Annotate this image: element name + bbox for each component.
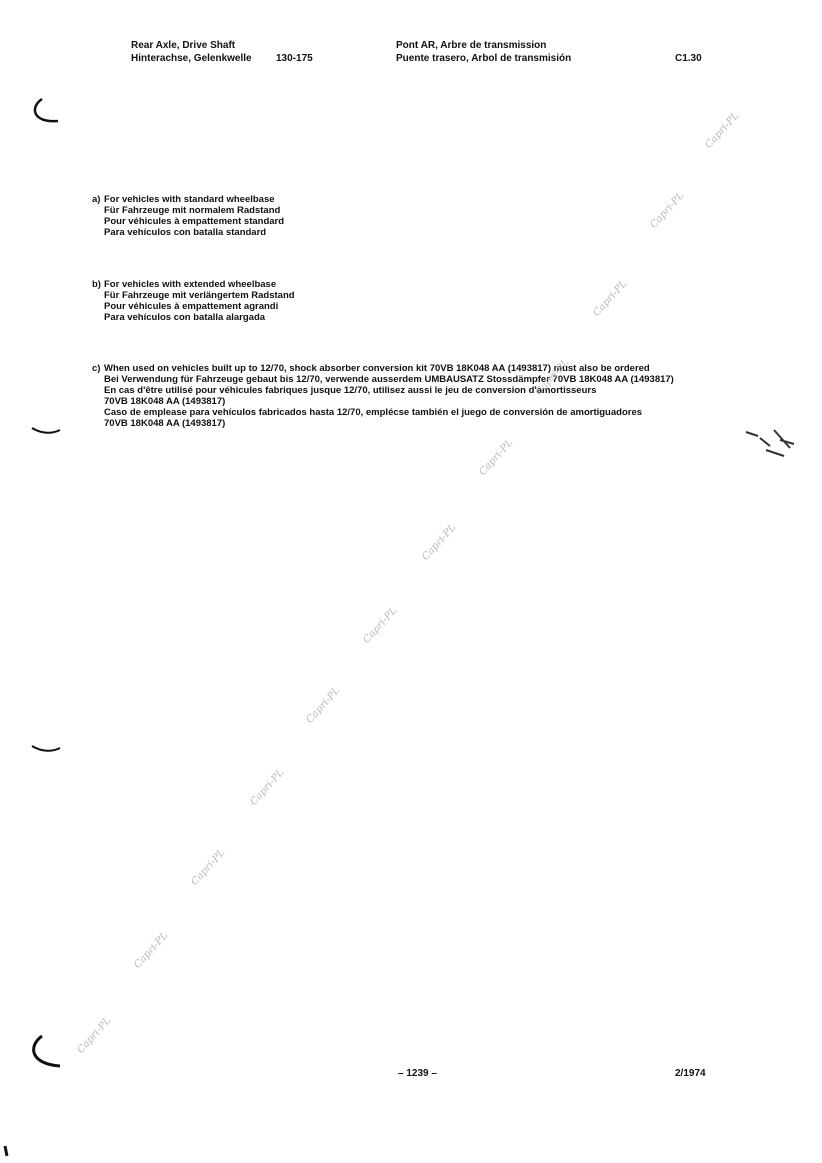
note-line: For vehicles with extended wheelbase xyxy=(104,279,277,290)
header-part-code: 130-175 xyxy=(276,53,313,64)
watermark: Capri-PL xyxy=(477,437,516,478)
scan-speckle xyxy=(2,1144,12,1158)
note-label: a) xyxy=(92,194,101,205)
note-label: b) xyxy=(92,279,101,290)
watermark: Capri-PL xyxy=(591,278,630,319)
note-a xyxy=(92,194,284,238)
watermark: Capri-PL xyxy=(132,930,171,971)
header-title-es: Puente trasero, Arbol de transmisión xyxy=(396,53,572,64)
scan-speckle xyxy=(740,420,800,470)
watermark: Capri-PL xyxy=(189,847,228,888)
page-number: – 1239 – xyxy=(398,1068,437,1079)
note-line: Para vehículos con batalla standard xyxy=(104,227,267,238)
note-line: When used on vehicles built up to 12/70, shock absorber conversion kit 70VB 18K048 AA (1493817) must also be ordered xyxy=(104,363,650,374)
watermark: Capri-PL xyxy=(648,190,687,231)
note-line: For vehicles with standard wheelbase xyxy=(104,194,275,205)
binder-hole-mark xyxy=(28,95,64,131)
header-title-left xyxy=(131,39,252,65)
note-c xyxy=(92,363,674,429)
note-b xyxy=(92,279,295,323)
note-line: Für Fahrzeuge mit verlängertem Radstand xyxy=(104,290,295,301)
binder-hole-mark xyxy=(26,1032,66,1072)
header-title-en: Rear Axle, Drive Shaft xyxy=(131,40,236,51)
note-line: 70VB 18K048 AA (1493817) xyxy=(104,418,226,429)
watermark: Capri-PL xyxy=(533,357,572,398)
header-title-fr: Pont AR, Arbre de transmission xyxy=(396,40,547,51)
header-page-ref: C1.30 xyxy=(675,53,702,64)
binder-hole-mark xyxy=(28,742,64,758)
note-line: Para vehículos con batalla alargada xyxy=(104,312,266,323)
note-line: Caso de emplease para vehículos fabricados hasta 12/70, emplécse también el juego de conversión de amortiguadores xyxy=(104,407,643,418)
note-line: Bei Verwendung für Fahrzeuge gebaut bis 12/70, verwende ausserdem UMBAUSATZ Stossdämpfer 70VB 18K048 AA (1493817) xyxy=(104,374,674,385)
watermark: Capri-PL xyxy=(304,685,343,726)
note-line: Pour véhicules à empattement agrandi xyxy=(104,301,279,312)
watermark: Capri-PL xyxy=(420,522,459,563)
note-line: 70VB 18K048 AA (1493817) xyxy=(104,396,226,407)
note-label: c) xyxy=(92,363,101,374)
header-title-right xyxy=(396,39,571,65)
note-line: Für Fahrzeuge mit normalem Radstand xyxy=(104,205,281,216)
watermark: Capri-PL xyxy=(703,110,742,151)
page-date: 2/1974 xyxy=(675,1068,706,1079)
watermark: Capri-PL xyxy=(361,605,400,646)
binder-hole-mark xyxy=(28,424,64,440)
note-line: Pour véhicules à empattement standard xyxy=(104,216,285,227)
watermark: Capri-PL xyxy=(248,767,287,808)
watermark: Capri-PL xyxy=(75,1015,114,1056)
header-title-de: Hinterachse, Gelenkwelle xyxy=(131,53,252,64)
note-line: En cas d'être utilisé pour véhicules fabriques jusque 12/70, utilisez aussi le jeu de conversion d'amortisseurs xyxy=(104,385,597,396)
